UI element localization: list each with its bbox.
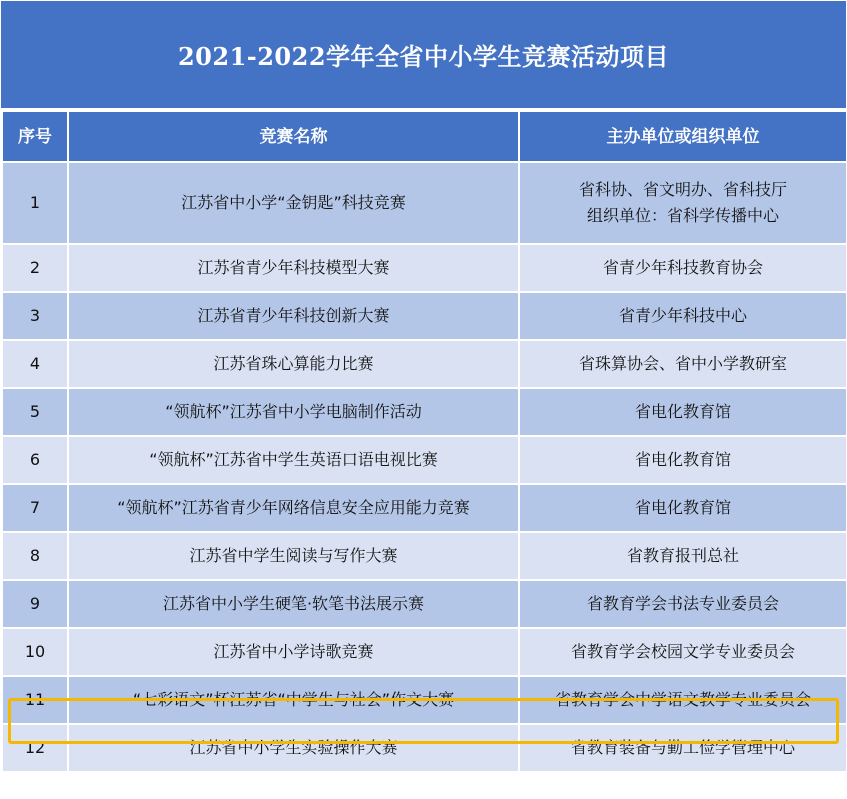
row-competition-name: “领航杯”江苏省中小学电脑制作活动	[68, 388, 519, 436]
table-row	[2, 292, 847, 340]
row-competition-name: 江苏省中小学生硬笔·软笔书法展示赛	[68, 580, 519, 628]
row-serial-number: 4	[2, 340, 68, 388]
row-competition-name: 江苏省青少年科技创新大赛	[68, 292, 519, 340]
row-competition-name: “领航杯”江苏省青少年网络信息安全应用能力竞赛	[68, 484, 519, 532]
row-serial-number: 7	[2, 484, 68, 532]
row-serial-number: 6	[2, 436, 68, 484]
row-competition-name: 江苏省中小学“金钥匙”科技竞赛	[68, 162, 519, 244]
row-competition-name: 江苏省中小学生实验操作大赛	[68, 724, 519, 772]
page-title: 2021-2022学年全省中小学生竞赛活动项目	[1, 1, 846, 108]
header-organizer: 主办单位或组织单位	[519, 111, 847, 162]
table-row	[2, 162, 847, 244]
row-competition-name: 江苏省青少年科技模型大赛	[68, 244, 519, 292]
table-row	[2, 340, 847, 388]
row-competition-name: “七彩语文”杯江苏省“中学生与社会”作文大赛	[68, 676, 519, 724]
row-organizer: 省青少年科技中心	[519, 292, 847, 340]
row-serial-number: 3	[2, 292, 68, 340]
row-organizer	[519, 162, 847, 244]
row-serial-number: 11	[2, 676, 68, 724]
table-row	[2, 580, 847, 628]
competition-table	[1, 110, 847, 773]
header-serial-number: 序号	[2, 111, 68, 162]
table-header-row	[2, 111, 847, 162]
row-organizer: 省教育学会书法专业委员会	[519, 580, 847, 628]
row-serial-number: 12	[2, 724, 68, 772]
table-row	[2, 388, 847, 436]
row-competition-name: 江苏省珠心算能力比赛	[68, 340, 519, 388]
row-serial-number: 2	[2, 244, 68, 292]
row-serial-number: 1	[2, 162, 68, 244]
row-competition-name: 江苏省中学生阅读与写作大赛	[68, 532, 519, 580]
row-organizer: 省教育学会校园文学专业委员会	[519, 628, 847, 676]
table-row	[2, 532, 847, 580]
table-row	[2, 628, 847, 676]
row-organizer: 省教育报刊总社	[519, 532, 847, 580]
row-serial-number: 5	[2, 388, 68, 436]
row-competition-name: 江苏省中小学诗歌竞赛	[68, 628, 519, 676]
table-row	[2, 724, 847, 772]
table-row	[2, 484, 847, 532]
row-organizer: 省教育装备与勤工俭学管理中心	[519, 724, 847, 772]
row-organizer: 省青少年科技教育协会	[519, 244, 847, 292]
row-organizer: 省教育学会中学语文教学专业委员会	[519, 676, 847, 724]
row-serial-number: 9	[2, 580, 68, 628]
competition-list-page	[1, 1, 846, 798]
row-competition-name: “领航杯”江苏省中学生英语口语电视比赛	[68, 436, 519, 484]
row-organizer: 省电化教育馆	[519, 484, 847, 532]
table-row	[2, 436, 847, 484]
table-row-highlighted	[2, 676, 847, 724]
row-organizer: 省珠算协会、省中小学教研室	[519, 340, 847, 388]
organizer-line-secondary: 组织单位：省科学传播中心	[586, 206, 779, 225]
row-serial-number: 8	[2, 532, 68, 580]
row-organizer: 省电化教育馆	[519, 436, 847, 484]
organizer-line: 省科协、省文明办、省科技厅	[578, 180, 787, 199]
row-organizer: 省电化教育馆	[519, 388, 847, 436]
table-row	[2, 244, 847, 292]
row-serial-number: 10	[2, 628, 68, 676]
header-competition-name: 竞赛名称	[68, 111, 519, 162]
